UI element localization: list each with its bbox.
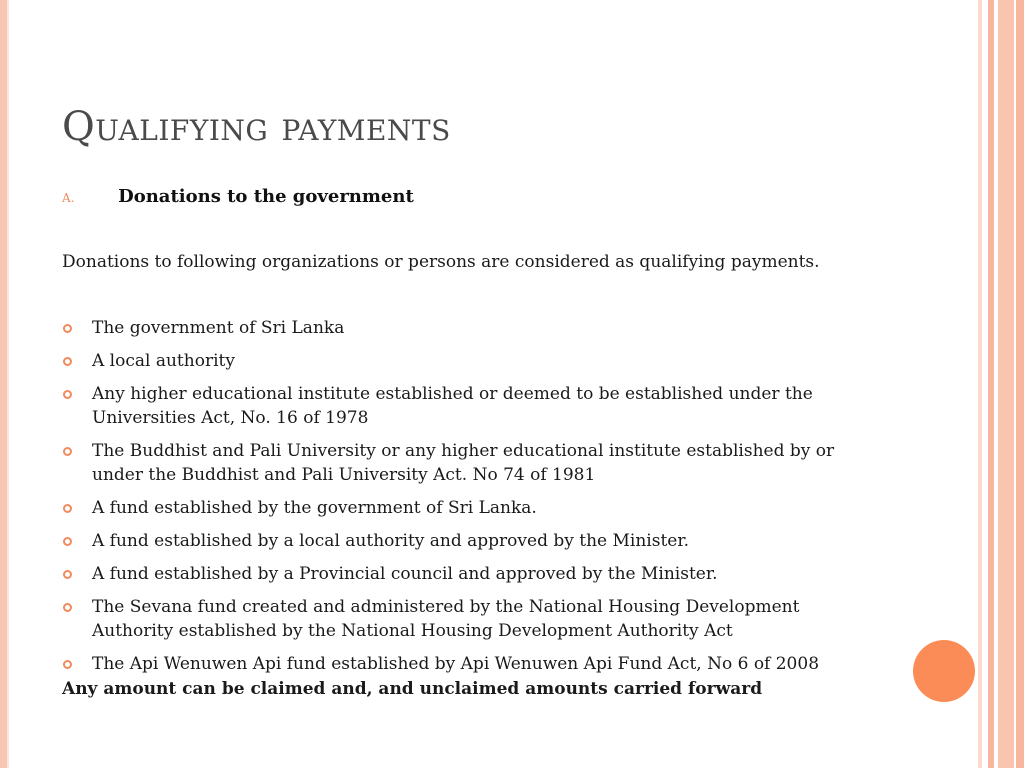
stripe bbox=[998, 0, 1014, 768]
list-item-text: A local authority bbox=[92, 351, 235, 371]
list-item bbox=[62, 562, 882, 586]
list-item-text: The Buddhist and Pali University or any higher educational institute established by or under the Buddhist and Pali University Act. No 74 of 1981 bbox=[92, 441, 835, 485]
bullet-circle-icon bbox=[63, 504, 72, 513]
bullet-circle-icon bbox=[63, 570, 72, 579]
list-item bbox=[62, 382, 882, 430]
list-item bbox=[62, 439, 882, 487]
intro-text: Donations to following organizations or persons are considered as qualifying payments. bbox=[62, 252, 820, 272]
left-decorative-stripe-inner bbox=[7, 0, 9, 768]
list-item-text: The government of Sri Lanka bbox=[92, 318, 345, 338]
list-item bbox=[62, 529, 882, 553]
stripe bbox=[1016, 0, 1024, 768]
bullet-circle-icon bbox=[63, 537, 72, 546]
list-item-text: A fund established by a local authority and approved by the Minister. bbox=[92, 531, 690, 551]
bullet-circle-icon bbox=[63, 324, 72, 333]
list-item-text: The Sevana fund created and administered by the National Housing Development Authority established by the National Housing Development Authority Act bbox=[92, 597, 800, 641]
bullet-circle-icon bbox=[63, 660, 72, 669]
list-item bbox=[62, 595, 882, 643]
bullet-circle-icon bbox=[63, 390, 72, 399]
list-item-text: A fund established by a Provincial council and approved by the Minister. bbox=[92, 564, 718, 584]
decorative-circle bbox=[913, 640, 975, 702]
section-heading bbox=[62, 186, 414, 207]
list-item bbox=[62, 349, 882, 373]
left-decorative-stripe bbox=[0, 0, 7, 768]
list-item bbox=[62, 496, 882, 520]
slide-title: Qualifying payments bbox=[62, 104, 451, 150]
footer-note: Any amount can be claimed and, and unclaimed amounts carried forward bbox=[62, 679, 763, 699]
section-heading-text: Donations to the government bbox=[118, 186, 414, 207]
section-marker: A. bbox=[62, 191, 75, 205]
list-item-text: A fund established by the government of Sri Lanka. bbox=[92, 498, 537, 518]
bullet-circle-icon bbox=[63, 357, 72, 366]
list-item-text: The Api Wenuwen Api fund established by Api Wenuwen Api Fund Act, No 6 of 2008 bbox=[92, 654, 820, 674]
list-item bbox=[62, 316, 882, 340]
bullet-circle-icon bbox=[63, 603, 72, 612]
right-decorative-stripes bbox=[978, 0, 1024, 768]
list-item bbox=[62, 652, 882, 676]
bullet-circle-icon bbox=[63, 447, 72, 456]
bullet-list bbox=[62, 316, 882, 685]
list-item-text: Any higher educational institute established or deemed to be established under the Universities Act, No. 16 of 1978 bbox=[92, 384, 813, 428]
